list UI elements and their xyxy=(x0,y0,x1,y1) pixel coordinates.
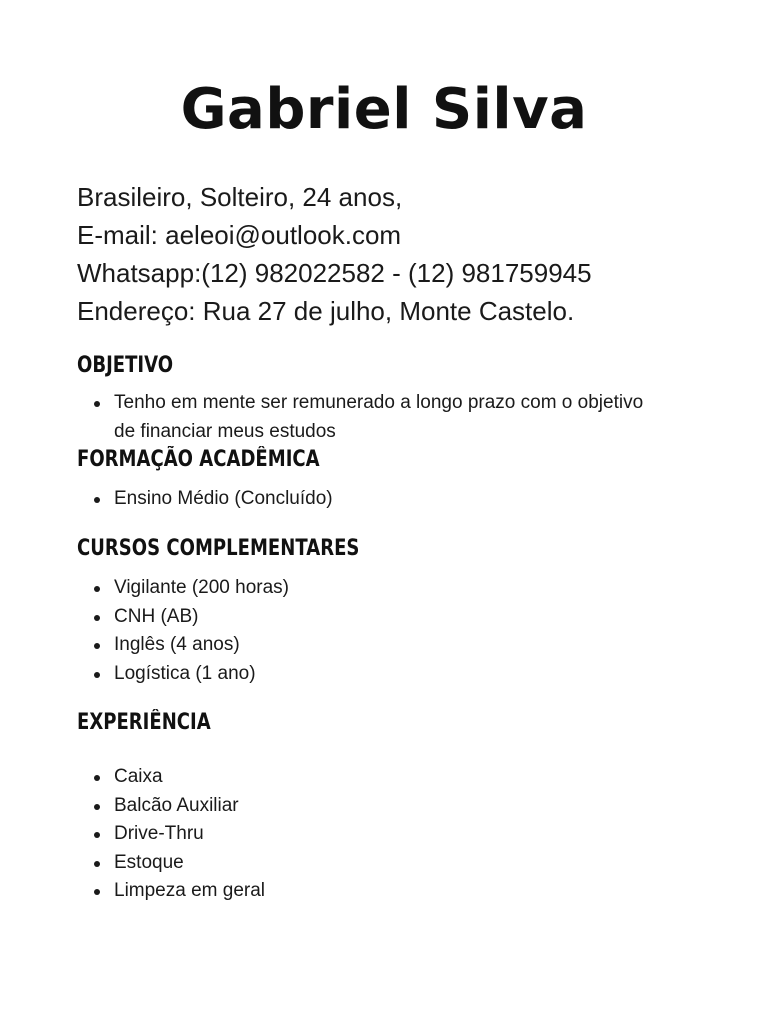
bullet-icon xyxy=(94,643,100,649)
list-cursos xyxy=(77,574,657,688)
list-item-text: Drive-Thru xyxy=(114,823,204,844)
list-item-text: Estoque xyxy=(114,851,184,873)
candidate-name: Gabriel Silva xyxy=(180,77,588,142)
list-item xyxy=(77,849,657,878)
section-title-objetivo: OBJETIVO xyxy=(77,353,174,378)
list-item-text: Tenho em mente ser remunerado a longo prazo com o objetivo de financiar meus estudos xyxy=(114,392,644,442)
list-item xyxy=(77,603,657,632)
list-item xyxy=(77,792,657,821)
list-item-text: Ensino Médio (Concluído) xyxy=(114,488,333,509)
list-item-text: Vigilante (200 horas) xyxy=(114,577,289,598)
address-line: Endereço: Rua 27 de julho, Monte Castelo. xyxy=(77,296,575,326)
list-item xyxy=(77,877,657,906)
list-item-text: Balcão Auxiliar xyxy=(114,794,239,816)
list-item-text: CNH (AB) xyxy=(114,605,199,627)
bullet-icon xyxy=(94,401,100,407)
section-title-cursos: CURSOS COMPLEMENTARES xyxy=(77,536,360,561)
bullet-icon xyxy=(94,775,100,781)
list-item xyxy=(77,485,657,514)
bullet-icon xyxy=(94,861,100,867)
bullet-icon xyxy=(94,586,100,592)
list-item xyxy=(77,660,657,689)
bullet-icon xyxy=(94,672,100,678)
list-item xyxy=(77,389,657,446)
list-item xyxy=(77,763,657,792)
list-item xyxy=(77,574,657,603)
bullet-icon xyxy=(94,615,100,621)
contact-info xyxy=(77,178,737,330)
section-title-experiencia: EXPERIÊNCIA xyxy=(77,710,211,735)
list-experiencia xyxy=(77,763,657,906)
bullet-icon xyxy=(94,832,100,838)
list-item-text: Logística (1 ano) xyxy=(114,662,256,684)
whatsapp-line: Whatsapp:(12) 982022582 - (12) 981759945 xyxy=(77,258,592,288)
bullet-icon xyxy=(94,497,100,503)
list-item-text: Caixa xyxy=(114,766,163,787)
section-title-formacao: FORMAÇÃO ACADÊMICA xyxy=(77,447,320,472)
list-objetivo xyxy=(77,389,657,446)
list-formacao xyxy=(77,485,657,514)
list-item xyxy=(77,631,657,660)
email-line: E-mail: aeleoi@outlook.com xyxy=(77,220,402,250)
bullet-icon xyxy=(94,804,100,810)
list-item-text: Inglês (4 anos) xyxy=(114,634,240,655)
bullet-icon xyxy=(94,889,100,895)
list-item-text: Limpeza em geral xyxy=(114,880,266,901)
list-item xyxy=(77,820,657,849)
personal-details: Brasileiro, Solteiro, 24 anos, xyxy=(77,182,403,212)
